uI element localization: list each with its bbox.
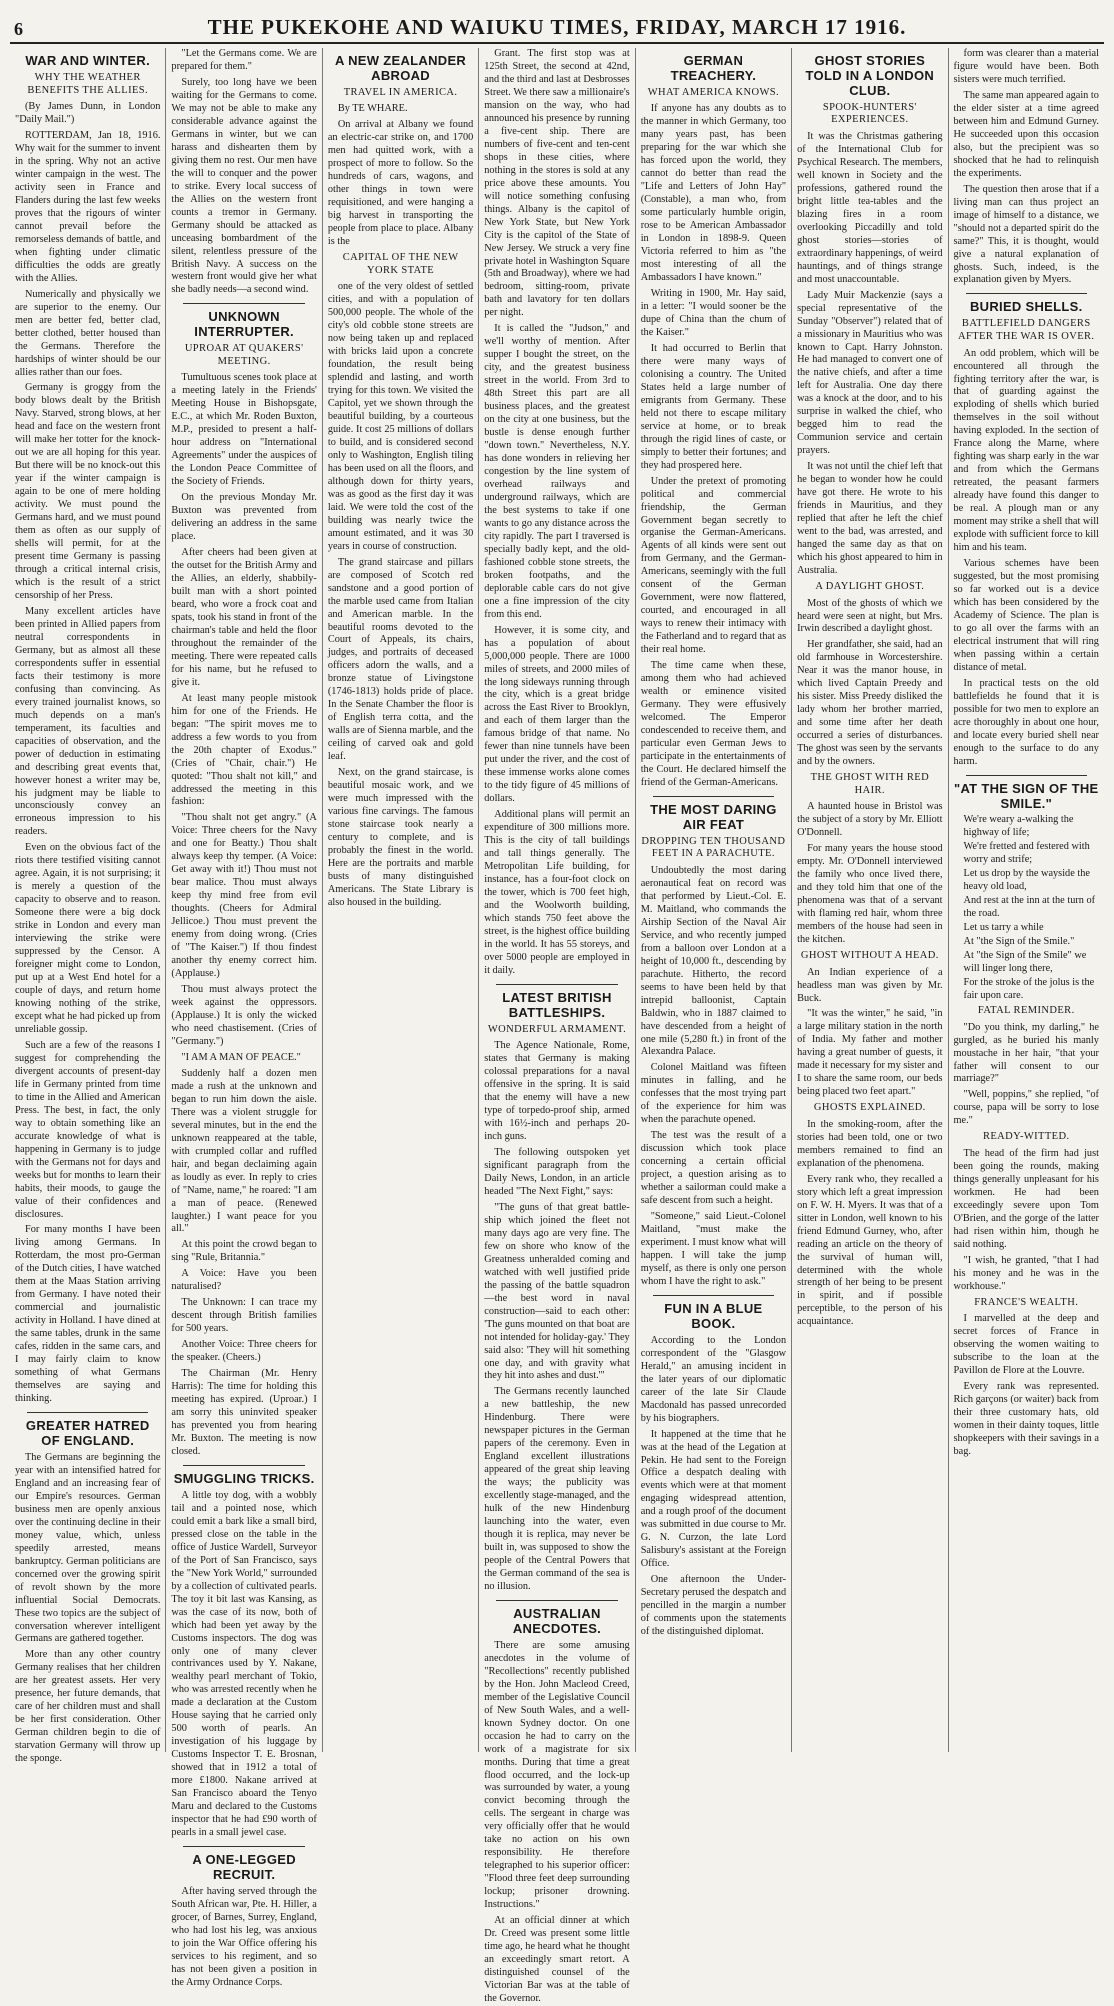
article-paragraph: "Do you think, my darling," he gurgled, as he buried his manly moustache in her hair, "that your father will consent to our marriage?" [953,1021,1099,1085]
article-paragraph: For many months I have been living among Germans. In Rotterdam, the most pro-German of the Dutch cities, I have watched them at the Maas Station arriving from Germany. I have noted their commercial and journalistic activity in Holland. I have dined at the same tables, drunk in the same cafes, ridden in the same cars, and I may fairly claim to know something of what Germans themselves are saying and thinking. [15,1224,161,1405]
article-paragraph: Grant. The first stop was at 125th Street, the second at 42nd, and the third and last at Desbrosses Street. We there saw a millionaire's mansion on the way, who had announced his presence by running a five-cent ship. There are numbers of five-cent and ten-cent shops in these cities, where nothing in the stores is sold at any price above these amounts. You will notice something confusing things. Albany is the capitol of New York State, but New York City is the capitol of the State of New Jersey. We struck a very fine private hotel in Washington Square (5th and Broadway), where we had bedroom, sitting-room, private bath and lavatory for ten dollars per night. [484,48,630,319]
article-headline: "AT THE SIGN OF THE SMILE." [953,780,1099,811]
article-headline: AUSTRALIAN ANECDOTES. [512,1605,602,1636]
article-subheadline: READY-WITTED. [982,1131,1070,1143]
article-paragraph: Tumultuous scenes took place at a meeting lately in the Friends' Meeting House in Bishopsgate, E.C., at which Mr. Roden Buxton, M.P., presided to present a half-hour address on "International Agreements" under the auspices of the London Peace Committee of the Society of Friends. [171,372,317,488]
article [797,1102,942,1329]
article-paragraph: It was the Christmas gathering of the International Club for Psychical Research. The members, well known in Society and the professions, gathered round the bright little tea-tables and the blazing fires in a room overlooking Piccadilly and told ghost stories—stories of extraordinary happenings, of weird hauntings, and of things strange and most unaccountable. [797,131,943,285]
article [797,581,942,769]
article-subheadline: WHAT AMERICA KNOWS. [647,86,780,98]
article-paragraph: A haunted house in Bristol was the subject of a story by Mr. Elliott O'Donnell. [797,801,943,839]
article-paragraph: "Thou shalt not get angry." (A Voice: Three cheers for the Navy and one for Beatty.) Thou shalt always keep thy temper. (A Voice: Get away with it!) Thou must not bear malice. Thou must always keep thy mind free from evil thoughts. (Cheers for Admiral Jellicoe.) Thou must prevent the enemy from doing wrong. (Cries of "The Kaiser.") If thou findest another thy enemy correct him. (Applause.) [171,812,317,980]
article [328,54,473,249]
article [171,48,316,297]
article-divider [966,775,1087,776]
article-paragraph: The Germans recently launched a new battleship, the new Hindenburg. There were newspaper pictures in the German papers of the ceremony. Even in England excellent illustrations appeared of the great ship leaving the ways; the publicity was excellently stage-managed, and the hulk of the new Hindenburg launching into the water, even though it is replica, may never be built in, was supposed to show the people of the Central Powers that the German command of the sea is no illusion. [484,1386,630,1592]
article [171,1853,316,1990]
article-paragraph: However, it is some city, and has a population of about 5,000,000 people. There are 1000 miles of streets, and 2000 miles of the long sideways running through the city, which is a great bridge across the East River to Brooklyn, and each of them larger than the famous bridge of that name. No fewer than nine tunnels have been put under the river, and the cost of these immense works alone comes to the tidy figure of 45 millions of dollars. [484,624,630,805]
article-paragraph: On arrival at Albany we found an electric-car strike on, and 1700 men had quitted work, with a prospect of more to follow. So the hundreds of cars, wagons, and other things in town were requisitioned, and were hanging a big harvest in transporting the people from place to place. Albany is the [327,119,474,248]
article-divider [183,1465,304,1466]
article [954,300,1099,768]
article [954,1297,1099,1459]
article-divider [966,293,1087,294]
article [641,803,786,1289]
article-headline: GERMAN TREACHERY. [670,53,757,83]
article [484,991,629,1594]
article-paragraph: The grand staircase and pillars are composed of Scotch red sandstone and a good portion of the marble used came from Italian and American marble. In the beautiful rooms devoted to the Court of Appeals, its chairs, judges, and portraits of deceased officers adorn the walls, and a bronze statue of Livingstone (1746-1813) holds pride of place. In the Senate Chamber the floor is of English terra cotta, and the walls are of Sienna marble, and the ceiling of carved oak and gold leaf. [327,556,474,763]
column-2 [166,48,322,1988]
article-paragraph: Let us tarry a while [963,922,1044,934]
article-paragraph: Suddenly half a dozen men made a rush at the unknown and began to run him down the aisle. There was a violent struggle for several minutes, but in the end the unknown reappeared at the table, with crumpled collar and ruffled hair, and began declaiming again as loudly as ever. In reply to cries of "Name, name," he roared: "I am a man of peace. (Renewed laughter.) I want peace for you all." [171,1067,317,1235]
article [171,1472,316,1840]
article-subheadline: TRAVEL IN AMERICA. [343,86,458,98]
article-headline: GREATER HATRED OF ENGLAND. [25,1418,150,1448]
article-paragraph: Thou must always protect the week against the oppressors. (Applause.) It is only the wicked who need chastisement. (Cries of "Germany.") [171,984,317,1047]
article-paragraph: Surely, too long have we been waiting for the Germans to come. We may not be able to make any considerable advance against the Germans in winter, but we can harass and dishearten them by giving them no rest. Our men have the will to conquer and the power to strike. Every local success of the Allies on the western front counts a tremor in Germany. Germany should be attacked as unceasing bombardment of the silent, relentless pressure of the British Navy. A success on the western front would give her what she badly needs—a second wind. [171,76,317,296]
article-paragraph: ROTTERDAM, Jan 18, 1916. Why wait for the summer to invent in the spring. Why not an active winter campaign in the west. The activity seen in France and Flanders during the last few weeks proves that the rigours of winter cannot prevail before the remorseless demands of battle, and when fighting under climatic difficulties the odds are greatly with the Allies. [15,130,161,284]
article-paragraph: Another Voice: Three cheers for the speaker. (Cheers.) [171,1339,317,1364]
article-paragraph: Under the pretext of promoting political and commercial friendship, the German Government began secretly to organise the German-Americans. Agents of all kinds were sent out from Germany, and the German-Americans, seemingly with the full consent of the German Government, were now flattered, courted, and encouraged in all ways to renew their intimacy with the Fatherland and to regard that as their real home. [640,475,787,656]
article-paragraph: A little toy dog, with a wobbly tail and a pointed nose, which could emit a bark like a small bird, pressed close on the table in the office of Justice Wardell, Surveyor of the Port of San Francisco, says the "New York World," surrounded by a collection of cultivated pearls. The toy it bit last was Kansing, as was the case of its now, both of which had been yet away by the Customs inspectors. The dog was only one of many clever contrivances used by Y. Nakane, wealthy pearl merchant of Tokio, who was arrested recently when he made a declaration at the Custom House saying that he carried only 500 worth of pearls. An investigation of his luggage by Customs Inspector T. E. Brosnan, showed that in 1912 a total of more £1800. Nakane arrived at San Francisco aboard the Tenyo Maru and declared to the Customs inspector that he had £90 worth of pearls in a small jewel case. [171,1489,317,1839]
article-paragraph: form was clearer than a material figure would have been. Both sisters were much terrified. [953,48,1099,85]
article-paragraph: At an official dinner at which Dr. Creed was present some little time ago, he heard what he thought an exceedingly smart retort. A distinguished counsel of the Victorian Bar was at the table of the Governor. [484,1915,630,2004]
article-headline: FUN IN A BLUE BOOK. [664,1300,763,1331]
column-7 [949,48,1104,1752]
article-paragraph: Every rank who, they recalled a story which left a great impression on F. W. H. Myers. It was that of a sitter in London, well known to his friend Edmund Gurney, who, after reading an article on the theory of the survival of human will, determined with the whole strength of her being to be present in spirit, and if possible perceptible, to the person of his acquaintance. [797,1173,943,1328]
article-subheadline: CAPITAL OF THE NEW YORK STATE [342,252,459,276]
article-paragraph: The head of the firm had just been going the rounds, making things generally unpleasant for his workmen. He had been exceedingly severe upon Tom O'Brien, and the gorge of the latter had risen within him, though he said nothing. [953,1147,1099,1250]
article-paragraph: (By James Dunn, in London "Daily Mail.") [15,101,161,126]
article-paragraph: Undoubtedly the most daring aeronautical feat on record was that performed by Lieut.-Col. E. M. Maitland, who commands the Airship Section of the Naval Air Service, and who recently jumped from a balloon over London at a height of 10,000 ft., descending by parachute. Hitherto, the record seems to have been held by that intrepid balloonist, Captain Baldwin, who in 1887 claimed to have descended from a height of one mile (5,280 ft.) in front of the Alexandra Palace. [640,864,787,1058]
article [328,252,473,910]
article-paragraph: Writing in 1900, Mr. Hay said, in a letter: "I would sooner be the dupe of China than the chum of the Kaiser." [640,288,787,338]
article-paragraph: And rest at the inn at the turn of the road. [963,895,1096,920]
article-paragraph: In the smoking-room, after the stories had been told, one or two members remained to find an explanation of the phenomena. [797,1118,943,1169]
article-paragraph: Germany is groggy from the body blows dealt by the British Navy. Starved, strong blows, at her head and face on the western front will make her totter for the knock-out we are all hoping for this year. But there will be no knock-out this year if the winter campaign is again to be one of mere holding activity. We must pound the Germans hard, and we must pound them as often as our supply of shells will permit, for at the present time Germany is passing through a critical internal crisis, which is the result of a strict censorship of her Press. [15,382,161,601]
article-paragraph: Such are a few of the reasons I suggest for comprehending the divergent accounts of present-day life in Germany printed from time to time in the Allied and American Press. The best, in fact, the only way to obtain something like an accurate knowledge of what is happening in Germany is to judge with the Germans not for days and weeks but for months to learn their habits, their moods, to gauge the value of their confidences and disclosures. [15,1039,161,1220]
article-paragraph: The question then arose that if a living man can thus project an image of himself to a distance, we "should not a departed spirit do the same?" This, it is thought, would give a natural explanation of ghosts. Such, indeed, is the explanation given by Myers. [953,183,1099,286]
article-paragraph: At "the Sign of the Smile" we will linger long there, [963,950,1087,975]
article [484,1607,629,2006]
article-paragraph: The Agence Nationale, Rome, states that Germany is making colossal preparations for a naval offensive in the spring. It is said that the enemy will have a new type of torpedo-proof ship, armed with 16½-inch and perhaps 20-inch guns. [484,1040,630,1143]
article-paragraph: If anyone has any doubts as to the manner in which Germany, too many years past, has been preparing for the war which she has forced upon the world, they cannot do better than read the "Life and Letters of John Hay" (Constable), a man who, from some particularly humble origin, rose to be American Ambassador in London in 1898-9. Queen Victoria referred to him as "the most interesting of all the Ambassadors I have known." [640,103,787,284]
article-paragraph: The same man appeared again to the elder sister at a time agreed between him and Edmund Gurney. He succeeded upon this occasion also, but the precipient was so shocked that he had to relinquish the experiments. [953,89,1099,179]
article [954,782,1099,1003]
article [171,310,316,1459]
article-headline: A ONE-LEGGED RECRUIT. [192,1852,296,1882]
article-paragraph: Colonel Maitland was fifteen minutes in falling, and he confesses that the most trying part of the experience for him was when the parachute opened. [640,1062,787,1126]
article-paragraph: We're weary a-walking the highway of life; [963,814,1074,839]
article-subheadline: THE GHOST WITH RED HAIR. [810,772,930,796]
article-divider [496,1600,617,1601]
column-4 [479,48,635,2004]
article [797,54,942,578]
article-paragraph: According to the London correspondent of the "Glasgow Herald," an amusing incident in the later years of our diplomatic career of the late Sir Claude Macdonald has passed unrecorded by his biographers. [640,1334,787,1424]
article-subheadline: GHOST WITHOUT A HEAD. [800,949,939,961]
article-divider [496,984,617,985]
article [641,54,786,790]
article-headline: BURIED SHELLS. [969,299,1083,315]
article-paragraph: Next, on the grand staircase, is beautiful mosaic work, and we were much impressed with the various fine carvings. The famous stone staircase took nearly a century to complete, and is probably the finest in the world. Here are the portraits and marble busts of many distinguished Americans. The State Library is also housed in the building. [327,767,474,908]
article [954,48,1099,287]
article-paragraph: A Voice: Have you been naturalised? [171,1268,317,1293]
article [954,1005,1099,1128]
article [484,48,629,978]
article-paragraph: It had occurred to Berlin that there were many ways of colonising a country. The United States held a large number of emigrants from Germany. These held not there to escape military service at home, or to break through the rigid lines of caste, or simply to better their fortunes; and they had prospered here. [640,342,787,471]
article-paragraph: "I wish, he granted, "that I had his money and he was in the workhouse." [953,1254,1099,1292]
article-paragraph: We're fretted and festered with worry and strife; [963,841,1090,866]
article-headline: WAR AND WINTER. [25,53,151,68]
article-divider [653,1295,774,1296]
article-divider [653,796,774,797]
article-paragraph: Every rank was represented. Rich garçons (or waiter) back from their three customary hats, old women in their dainty toques, little shopkeepers with their savings in a bag. [953,1381,1099,1457]
masthead [10,6,1104,44]
article-subheadline: SPOOK-HUNTERS' EXPERIENCES. [822,101,917,126]
column-3 [323,48,479,1752]
article-paragraph: The Germans are beginning the year with an intensified hatred for England and an increasing fear of our Empire's resources. German business men are openly anxious over the continuing decline in their money value, which, unless speedily arrested, means bankruptcy. German politicians are concerned over the growing spirit of revolt shown by the more influential Social Democrats. These two topics are the subject of conversation wherever intelligent Germans are gathered together. [15,1451,161,1645]
article-subheadline: BATTLEFIELD DANGERS AFTER THE WAR IS OVER. [958,318,1095,342]
article-paragraph: Many excellent articles have been printed in Allied papers from neutral correspondents in Germany, but as almost all these correspondents suffer in essential facts their testimony is more confusing than convincing. As every trained journalist knows, so much depends on a man's temperament, its faculties and capacities of observation, and the power of deduction in estimating and describing great events that, however honest a writer may be, his judgment may be liable to unconsciously convey an erroneous impression to his readers. [15,605,161,838]
article-divider [27,1412,148,1413]
article-subheadline: UPROAR AT QUAKERS' MEETING. [184,343,304,367]
article-paragraph: I marvelled at the deep and secret forces of France in observing the women waiting to subscribe to the loan at the Pavillon de Flore at the Louvre. [953,1313,1099,1377]
article-paragraph: An Indian experience of a headless man was given by Mr. Buck. [797,966,943,1004]
article-headline: GHOST STORIES TOLD IN A LONDON CLUB. [805,53,935,98]
article-paragraph: Lady Muir Mackenzie (says a special representative of the Sunday "Observer") related that of a missionary in Mauritius who was known to Capt. Harry Johnston. He had managed to convert one of the native chiefs, and after a time left for Australia. One day there was a knock at the door, and to his surprise in walked the chief, who begged him to read the Communion service and certain prayers. [797,289,943,457]
article-paragraph: On the previous Monday Mr. Buxton was prevented from delivering an address in the same place. [171,492,317,543]
article-paragraph: "It was the winter," he said, "in a large military station in the north of India. My father and mother having a great number of guests, it made it necessary for my sister and I to share the same room, our beds being placed two feet apart." [797,1008,943,1098]
column-6 [792,48,948,1752]
article-paragraph: The test was the result of a discussion which took place concerning a certain official project, a question arising as to whether a sailorman could make a safe descent from such a height. [640,1130,787,1207]
article-paragraph: After cheers had been given at the outset for the British Army and the Allies, an elderly, shabbily-built man with a short pointed beard, who wore a frock coat and spats, took his stand in front of the chairman's table and held the floor throughout the remainder of the meeting. There were repeated calls for his name, but he refused to give it. [171,547,317,688]
article-paragraph: The following outspoken yet significant paragraph from the Daily News, London, in an article headed "The Next Fight," says: [484,1147,630,1197]
article [15,54,160,1406]
article-paragraph: "Someone," said Lieut.-Colonel Maitland, "must make the experiment. I must know what will happen. I will take the jump myself, as there is only one person whom I have the right to ask." [640,1211,787,1287]
article-paragraph: It happened at the time that he was at the head of the Legation at Pekin. He had sent to the Foreign Office a despatch dealing with events which were at that moment engaging widespread attention, and a rough proof of the document was submitted in due course to Mr. G. N. Curzon, the late Lord Salisbury's assistant at the Foreign Office. [640,1428,787,1570]
article-paragraph: "The guns of that great battle-ship which joined the fleet not many days ago are very fine. The few on shore who know of the Greatness unheralded coming and watched with well justified pride the passing of the battle squadron—the best word in naval construction—said to each other: 'The guns mounted on that boat are not intended for holiday-gay.' They said also: 'They will hit something one day, and with gravity what they hit into ashes and dust.'" [484,1201,630,1382]
article-paragraph: For the stroke of the jolus is the fair upon care. [963,977,1095,1002]
article-paragraph: At least many people mistook him for one of the Friends. He began: "The spirit moves me to address a few words to you from the 20th chapter of Exodus." (Cries of "Chair, chair.") He quoted: "Thou shalt not kill," and addressed the meeting in this fashion: [171,692,317,808]
column-5 [636,48,792,1752]
article-paragraph: Her grandfather, she said, had an old farmhouse in Worcestershire. Near it was the manor house, in which lived Captain Preedy and his sister. Miss Preedy disliked the lady whom her brother married, and some time after her death occurred a series of disturbances. The ghost was seen by the servants and by the owners. [797,639,943,768]
article [15,1419,160,1766]
article-paragraph: An odd problem, which will be encountered all through the fighting territory after the war, is that of guarding against the exploding of shells which buried themselves in the soil without having exploded. In the section of France along the Marne, where fighting was sharp early in the war and from which the Germans retreated, the peasant farmers already have found this danger to be real. A plough man or any moment may strike a shell that will explode with sufficient force to kill him and his team. [953,347,1099,554]
column-1 [10,48,166,1765]
article-subheadline: FRANCE'S WEALTH. [974,1296,1079,1308]
article-paragraph: "I AM A MAN OF PEACE." [181,1051,301,1063]
article-paragraph: Numerically and physically we are superior to the enemy. Our men are better fed, better clad, better clothed, better housed than the Germans. Therefore the hardships of winter should be our allies rather than our foes. [15,288,161,378]
article [954,1131,1099,1293]
article-paragraph: Various schemes have been suggested, but the most promising so far worked out is a device which has been considered by the Academy of Science. The plan is to go all over the farms with an electrical instrument that will ring when passing within a certain distance of metal. [953,558,1099,673]
article-subheadline: A DAYLIGHT GHOST. [815,580,925,592]
article-paragraph: Let us drop by the wayside the heavy old load, [963,868,1090,893]
article-paragraph: One afternoon the Under-Secretary perused the despatch and pencilled in the margin a number of comments upon the statements of the distinguished diplomat. [640,1574,787,1638]
article-paragraph: After having served through the South African war, Pte. H. Hiller, a grocer, of Barnes, Surrey, England, who had lost his leg, was anxious to join the War Office offering his services to his regiment, and so has not been given a position in the Army Ordnance Corps. [171,1885,317,1988]
article-headline: LATEST BRITISH BATTLESHIPS. [502,989,612,1020]
article-paragraph: For many years the house stood empty. Mr. O'Donnell interviewed the family who once lived there, and they told him that one of the phenomena was that of a servant with flaming red hair, whom three members of the house had seen in the kitchen. [797,843,943,945]
article-subheadline: FATAL REMINDER. [977,1005,1075,1016]
article-paragraph: "Well, poppins," she replied, "of course, papa will be sorry to lose me." [953,1089,1099,1127]
article-paragraph: one of the very oldest of settled cities, and with a population of 500,000 people. The whole of the city's old cobble stone streets are now being taken up and replaced with bricks laid upon a concrete foundation, the result being splendid and lasting, and worth trying for this town. We visited the Capitol, yet we shown through the beautiful building, by a courteous guide. It cost 25 millions of dollars to build, and is considered second only to Washington, English tiling has been used on all the floors, and although down for thirty years, was as good as the first day it was laid. We were told the cost of the building was nearly twice the amount estimated, and it was 30 years in course of construction. [327,281,474,552]
article-headline: THE MOST DARING AIR FEAT [650,801,777,832]
article-headline: UNKNOWN INTERRUPTER. [194,309,294,340]
article-paragraph: At this point the crowd began to sing "Rule, Britannia." [171,1239,317,1264]
article [641,1302,786,1639]
article-paragraph: "Let the Germans come. We are prepared for them." [171,48,317,72]
article-paragraph: Even on the obvious fact of the riots there testified visiting cannot agree. Again, it is not surprising; it is merely a question of the capacity to observe and to reason. Someone there were a big dock strike in London and every man interviewing the strike were suppressed by the Censor. A foreigner might come to London, put up at a West End hotel for a couple of days, and return home knowing nothing of the strike, except what he had picked up from unreliable gossip. [15,842,161,1035]
article-subheadline: WONDERFUL ARMAMENT. [487,1023,627,1035]
article-paragraph: The Unknown: I can trace my descent through British families for 500 years. [171,1297,317,1335]
article-paragraph: It is called the "Judson," and we'll worthy of mention. After supper I bought the street, on the city, and the greatest business street in the world. From 3rd to 48th Street this part are all business places, and the greatest on the city at one business, but the bustle is dense enough further "down town." Nevertheless, N.Y. has done wonders in relieving her congestion by the line system of overhead railways and underground railways, which are the best systems to take if one wants to go any distance across the city rapidly. The part I traversed is specially badly kept, and the old-fashioned cobble stone streets, the broken footpaths, and the deplorable cable cars do not give one a fine impression of the city from this end. [484,323,630,620]
article-paragraph: There are some amusing anecdotes in the volume of "Recollections" recently published by the Hon. John Macleod Creed, member of the Legislative Council of New South Wales, and a well-known Sydney doctor. On one occasion he had to carry on the work of a magistrate for six months. During that time a great flood occurred, and the lock-up was surrounded by water, a young convict becoming through the cells. The sergeant in charge was very officially offer that he would take no action on his own responsibility. He therefore telegraphed to his superior officer: "Flood three feet deep surrounding lockup; prisoner drowning. Instructions." [484,1639,630,1911]
article-divider [183,1846,304,1847]
article-paragraph: In practical tests on the old battlefields he found that it is possible for two men to explore an acre thoroughly in about one hour, and locate every buried shell near enough to the surface to do any harm. [953,677,1099,767]
article-paragraph: Additional plans will permit an expenditure of 300 millions more. This is the city of tall buildings and tall things generally. The Metropolitan Life building, for instance, has a four-foot clock on the tower, which is 700 feet high, and the Woolworth building, which stands 750 feet above the street, is the highest office building in the world. It has 55 storeys, and over 5000 people are employed in it daily. [484,809,630,976]
page-number: 6 [14,19,23,39]
article-paragraph: The time came when these, among them who had achieved wealth or eminence visited Germany. They were effusively welcomed. The Emperor condescended to receive them, and particular even German Jews to participate in the entertainments of the Court. He declared himself the friend of the German-Americans. [640,660,787,788]
article-subheadline: WHY THE WEATHER BENEFITS THE ALLIES. [27,71,149,96]
columns-container [10,48,1104,2004]
article-paragraph: Most of the ghosts of which we heard were seen at night, but Mrs. Irwin described a daylight ghost. [797,597,943,635]
article-paragraph: It was not until the chief left that he began to wonder how he could have got there. He wrote to his friends in Mauritius, and they replied that after he left the chief went to the bad, was arrested, and hanged the same day as that on which his ghost appeared to him in Australia. [797,461,943,576]
article-paragraph: The Chairman (Mr. Henry Harris): The time for holding this meeting has expired. (Uproar.) I am sorry this uninvited speaker has prevented you from hearing Mr. Buxton. The meeting is now closed. [171,1368,317,1457]
newspaper-title: THE PUKEKOHE AND WAIUKU TIMES, FRIDAY, MARCH 17 1916. [207,15,907,39]
article-paragraph: By TE WHARE. [337,103,408,115]
article-divider [183,303,304,304]
article-subheadline: GHOSTS EXPLAINED. [813,1102,926,1114]
article-paragraph: At "the Sign of the Smile." [963,936,1075,948]
article-headline: A NEW ZEALANDER ABROAD [334,53,467,83]
article-subheadline: DROPPING TEN THOUSAND FEET IN A PARACHUTE. [641,835,786,860]
article [797,950,942,1099]
article-headline: SMUGGLING TRICKS. [173,1470,315,1486]
article-paragraph: More than any other country Germany realises that her children are her greatest assets. Her very presence, her future demands, that care of her children must and shall be her first consideration. Other German children begin to die of starvation Germany will throw up the sponge. [15,1649,161,1765]
article [797,772,942,947]
